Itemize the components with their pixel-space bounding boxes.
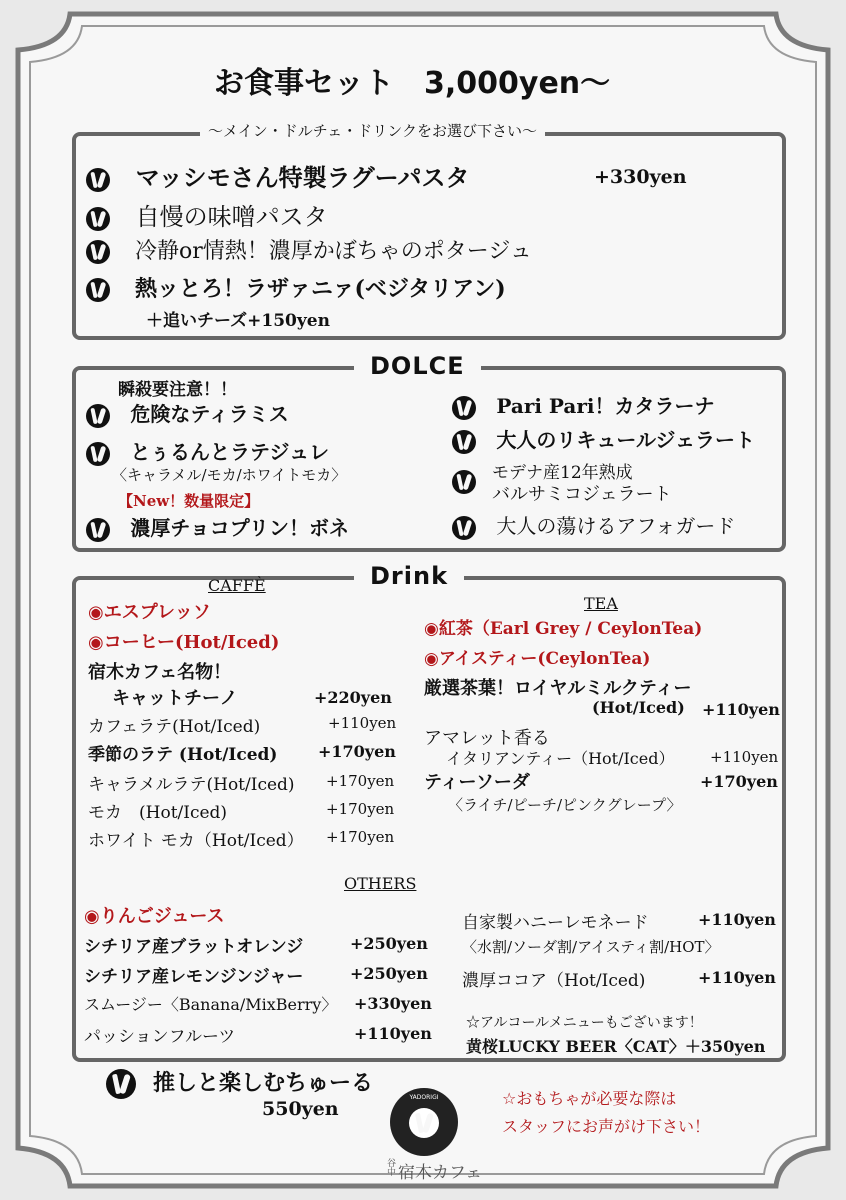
caffe-item-price: +110yen: [328, 714, 397, 732]
special-price: +220yen: [314, 688, 392, 707]
cat-icon: [452, 470, 476, 494]
special-line: 宿木カフェ名物！: [88, 662, 232, 683]
others-item-price: +110yen: [354, 1024, 432, 1043]
main-item: 熱ッとろ！ラザァニァ(ベジタリアン): [86, 272, 506, 303]
logo-area: 谷中: [385, 1158, 395, 1176]
main-item-price: +330yen: [594, 166, 687, 188]
dolce-item: 危険なティラミス: [86, 398, 289, 428]
cocoa: 濃厚ココア（Hot/Iced): [462, 971, 646, 991]
caffe-item-price: +170yen: [326, 772, 395, 790]
main-item: 冷静or情熱！濃厚かぼちゃのポタージュ: [86, 234, 532, 265]
page-title: お食事セット 3,000yen〜: [214, 66, 611, 101]
cat-icon: [86, 404, 110, 428]
cat-icon: [452, 430, 476, 454]
churu-item: 推しと楽しむちゅーる: [106, 1066, 373, 1099]
apple-juice: ◉りんごジュース: [84, 906, 225, 927]
amaretto-tea-price: +110yen: [710, 748, 779, 766]
alcohol-note: ☆アルコールメニューもございます！: [466, 1015, 703, 1031]
royal-tea-price: +110yen: [702, 700, 780, 719]
dolce-item: Pari Pari！カタラーナ: [452, 390, 715, 420]
cocoa-price: +110yen: [698, 968, 776, 987]
cat-icon: [86, 207, 110, 231]
toy-note: ☆おもちゃが必要な際は: [502, 1089, 677, 1108]
drink-title: Drink: [354, 562, 464, 590]
tea-heading: TEA: [584, 594, 618, 613]
royal-tea: 厳選茶葉！ロイヤルミルクティー: [424, 678, 692, 699]
cat-icon: [86, 278, 110, 302]
others-item: シチリア産ブラットオレンジ: [84, 937, 304, 957]
churu-price: 550yen: [262, 1098, 339, 1120]
honey-lemonade-sub: 〈水割/ソーダ割/アイスティ割/HOT〉: [462, 938, 720, 956]
caffe-item-price: +170yen: [326, 828, 395, 846]
others-item-price: +250yen: [350, 964, 428, 983]
others-item: パッションフルーツ: [84, 1027, 236, 1047]
beer-item: 黄桜LUCKY BEER〈CAT〉＋350yen: [466, 1037, 766, 1056]
caffe-item: ホワイト モカ（Hot/Iced）: [88, 831, 304, 851]
dolce-title: DOLCE: [354, 352, 481, 380]
honey-lemonade-price: +110yen: [698, 910, 776, 929]
dolce-note: 瞬殺要注意！！: [118, 380, 237, 400]
tea-soda: ティーソーダ: [424, 772, 530, 793]
tea-soda-sub: 〈ライチ/ピーチ/ピンクグレープ〉: [448, 796, 682, 814]
dolce-item: 大人のリキュールジェラート: [452, 424, 755, 454]
honey-lemonade: 自家製ハニーレモネード: [462, 913, 649, 933]
caffe-item: 季節のラテ (Hot/Iced): [88, 745, 278, 765]
others-item-price: +330yen: [354, 994, 432, 1013]
logo-name: 宿木カフェ: [398, 1163, 483, 1183]
cat-icon: [409, 1108, 439, 1138]
amaretto-tea: アマレット香る: [424, 728, 550, 749]
dolce-item-line: バルサミコジェラート: [492, 484, 672, 505]
toy-note: スタッフにお声がけ下さい！: [502, 1117, 711, 1136]
cat-icon: [86, 442, 110, 466]
dolce-item-line: モデナ産12年熟成: [492, 463, 633, 483]
dolce-note-new: 【New！数量限定】: [118, 492, 260, 510]
coffee-item: ◉コーヒー(Hot/Iced): [88, 632, 280, 653]
caffe-item: キャラメルラテ(Hot/Iced): [88, 775, 295, 795]
dolce-item: 濃厚チョコプリン！ボネ: [86, 512, 349, 542]
caffe-item-price: +170yen: [318, 742, 396, 761]
cafe-logo: YADORIGI: [390, 1088, 458, 1156]
caffe-item: モカ (Hot/Iced): [88, 803, 228, 823]
dolce-item-sub: 〈キャラメル/モカ/ホワイトモカ〉: [112, 466, 347, 484]
tea-iced: ◉アイスティー(CeylonTea): [424, 649, 651, 669]
others-item-price: +250yen: [350, 934, 428, 953]
cat-icon: [106, 1069, 136, 1099]
caffe-item: カフェラテ(Hot/Iced): [88, 717, 261, 737]
cat-icon: [452, 516, 476, 540]
tea-black: ◉紅茶（Earl Grey / CeylonTea): [424, 619, 703, 639]
others-item: スムージー〈Banana/MixBerry〉: [84, 995, 338, 1014]
tea-soda-price: +170yen: [700, 772, 778, 791]
cat-icon: [86, 518, 110, 542]
main-item: マッシモさん特製ラグーパスタ: [86, 158, 469, 193]
dolce-item: とぅるんとラテジュレ: [86, 436, 329, 466]
royal-tea-line2: (Hot/Iced): [592, 698, 685, 717]
espresso-item: ◉エスプレッソ: [88, 602, 211, 623]
dolce-item: [452, 468, 476, 494]
caffe-heading: CAFFÈ: [208, 576, 266, 595]
subtitle: 〜メイン・ドルチェ・ドリンクをお選び下さい〜: [200, 120, 545, 141]
caffe-item-price: +170yen: [326, 800, 395, 818]
dolce-item: 大人の蕩けるアフォガード: [452, 510, 735, 540]
cat-icon: [452, 396, 476, 420]
special-line: キャットチーノ: [112, 688, 238, 709]
cat-icon: [86, 240, 110, 264]
amaretto-tea-line2: イタリアンティー（Hot/Iced）: [446, 749, 675, 768]
main-item: 自慢の味噌パスタ: [86, 197, 328, 232]
cat-icon: [86, 168, 110, 192]
others-heading: OTHERS: [344, 874, 417, 893]
mains-extra: ＋追いチーズ+150yen: [146, 311, 330, 331]
others-item: シチリア産レモンジンジャー: [84, 967, 304, 987]
